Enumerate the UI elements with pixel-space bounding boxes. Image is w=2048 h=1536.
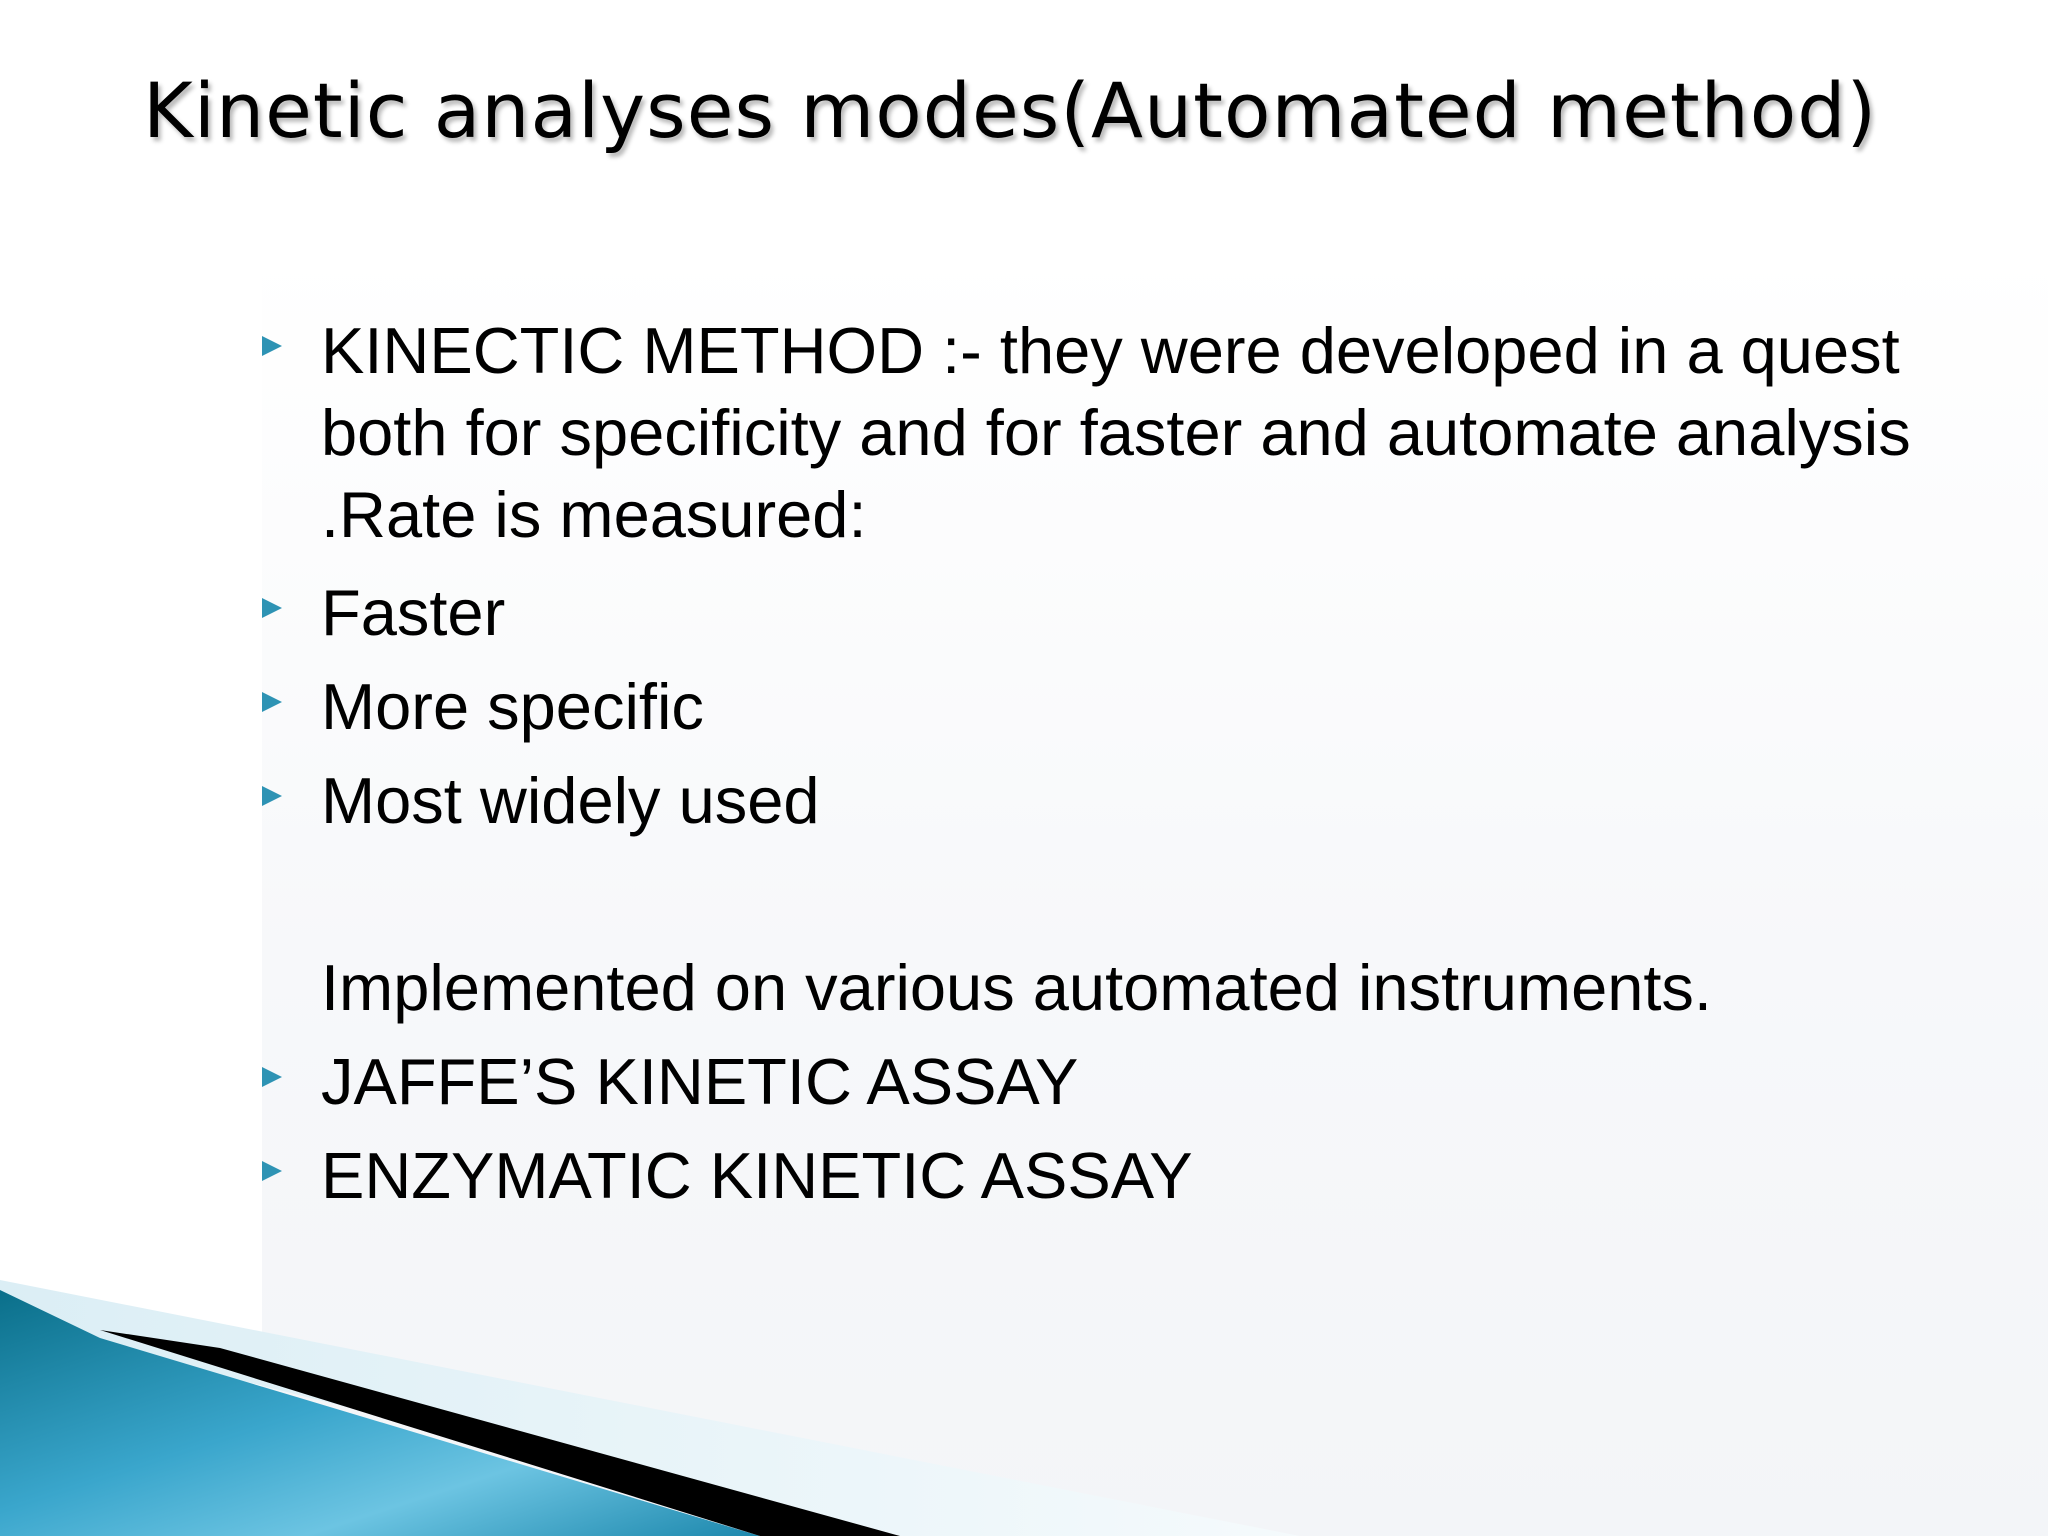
bullet-item-enzymatic-assay [262,1135,2022,1217]
triangle-bullet-icon [262,1161,282,1181]
triangle-bullet-icon [262,692,282,712]
bullet-item-text: KINECTIC METHOD :- they were developed in a quest both for specificity and for faster and automate analysis .Rate is measured: [321,314,1911,551]
triangle-bullet-icon [262,598,282,618]
bullet-item-text: Faster [321,576,506,649]
bullet-item-faster [262,572,2022,654]
triangle-bullet-icon [262,336,282,356]
triangle-bullet-icon [262,786,282,806]
bullet-item-more-specific [262,666,2022,748]
bullet-item-text: More specific [321,670,704,743]
paragraph-implemented [262,947,2022,1029]
bullet-item-text: ENZYMATIC KINETIC ASSAY [321,1139,1193,1212]
bullet-item-jaffe-assay [262,1041,2022,1123]
corner-swoosh-decoration [0,1280,1300,1536]
paragraph-text: Implemented on various automated instruments. [321,951,1712,1024]
bullet-item-most-widely-used [262,760,2022,842]
triangle-bullet-icon [262,1067,282,1087]
bullet-item-text: Most widely used [321,764,820,837]
bullet-item-text: JAFFE’S KINETIC ASSAY [321,1045,1079,1118]
bullet-item-kinetic-method [262,310,2022,556]
slide-title: Kinetic analyses modes(Automated method) [143,66,1878,155]
